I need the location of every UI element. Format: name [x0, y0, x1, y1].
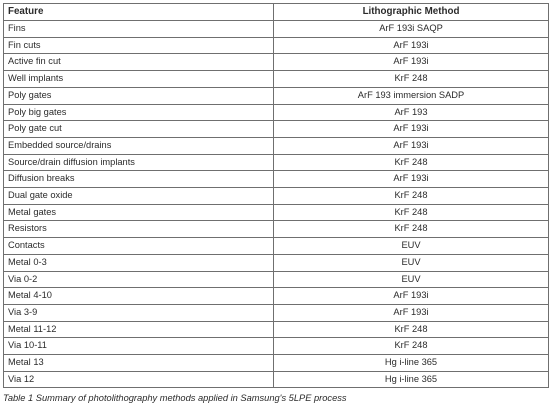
- table-row: [4, 271, 549, 288]
- feature-cell: Contacts: [4, 238, 274, 255]
- method-cell: KrF 248: [274, 188, 549, 205]
- feature-cell: Metal 0-3: [4, 254, 274, 271]
- method-cell: KrF 248: [274, 204, 549, 221]
- method-cell: ArF 193i SAQP: [274, 21, 549, 38]
- method-cell: ArF 193i: [274, 37, 549, 54]
- feature-cell: Active fin cut: [4, 54, 274, 71]
- feature-cell: Metal gates: [4, 204, 274, 221]
- method-cell: ArF 193: [274, 104, 549, 121]
- feature-cell: Metal 13: [4, 355, 274, 372]
- feature-cell: Diffusion breaks: [4, 171, 274, 188]
- method-cell: ArF 193i: [274, 121, 549, 138]
- table-row: [4, 238, 549, 255]
- table-row: [4, 37, 549, 54]
- table-row: [4, 87, 549, 104]
- table-row: [4, 371, 549, 388]
- feature-cell: Fins: [4, 21, 274, 38]
- method-cell: KrF 248: [274, 321, 549, 338]
- feature-cell: Well implants: [4, 71, 274, 88]
- method-cell: ArF 193 immersion SADP: [274, 87, 549, 104]
- table-row: [4, 221, 549, 238]
- feature-cell: Poly gates: [4, 87, 274, 104]
- method-column-header: Lithographic Method: [274, 4, 549, 21]
- table-row: [4, 304, 549, 321]
- table-row: [4, 254, 549, 271]
- method-cell: ArF 193i: [274, 171, 549, 188]
- table-row: [4, 121, 549, 138]
- table-row: [4, 321, 549, 338]
- table-row: [4, 21, 549, 38]
- feature-cell: Source/drain diffusion implants: [4, 154, 274, 171]
- feature-cell: Dual gate oxide: [4, 188, 274, 205]
- table-row: [4, 104, 549, 121]
- feature-cell: Via 0-2: [4, 271, 274, 288]
- table-row: [4, 288, 549, 305]
- method-cell: ArF 193i: [274, 137, 549, 154]
- method-cell: KrF 248: [274, 71, 549, 88]
- feature-cell: Fin cuts: [4, 37, 274, 54]
- feature-cell: Via 3-9: [4, 304, 274, 321]
- feature-cell: Poly big gates: [4, 104, 274, 121]
- method-cell: Hg i-line 365: [274, 371, 549, 388]
- table-header-row: [4, 4, 549, 21]
- feature-column-header: Feature: [4, 4, 274, 21]
- lithography-table: [3, 3, 549, 388]
- method-cell: ArF 193i: [274, 288, 549, 305]
- feature-cell: Via 12: [4, 371, 274, 388]
- feature-cell: Metal 4-10: [4, 288, 274, 305]
- table-body: [4, 21, 549, 388]
- table-row: [4, 204, 549, 221]
- table-row: [4, 71, 549, 88]
- feature-cell: Poly gate cut: [4, 121, 274, 138]
- method-cell: ArF 193i: [274, 54, 549, 71]
- method-cell: KrF 248: [274, 154, 549, 171]
- method-cell: EUV: [274, 254, 549, 271]
- table-caption: Table 1 Summary of photolithography methods applied in Samsung's 5LPE process: [3, 393, 347, 403]
- feature-cell: Via 10-11: [4, 338, 274, 355]
- method-cell: Hg i-line 365: [274, 355, 549, 372]
- table-row: [4, 188, 549, 205]
- table-row: [4, 54, 549, 71]
- method-cell: KrF 248: [274, 221, 549, 238]
- lithography-table-container: [3, 3, 548, 388]
- table-row: [4, 338, 549, 355]
- feature-cell: Embedded source/drains: [4, 137, 274, 154]
- feature-cell: Metal 11-12: [4, 321, 274, 338]
- method-cell: ArF 193i: [274, 304, 549, 321]
- method-cell: KrF 248: [274, 338, 549, 355]
- method-cell: EUV: [274, 271, 549, 288]
- feature-cell: Resistors: [4, 221, 274, 238]
- table-row: [4, 137, 549, 154]
- table-row: [4, 154, 549, 171]
- table-row: [4, 355, 549, 372]
- method-cell: EUV: [274, 238, 549, 255]
- table-row: [4, 171, 549, 188]
